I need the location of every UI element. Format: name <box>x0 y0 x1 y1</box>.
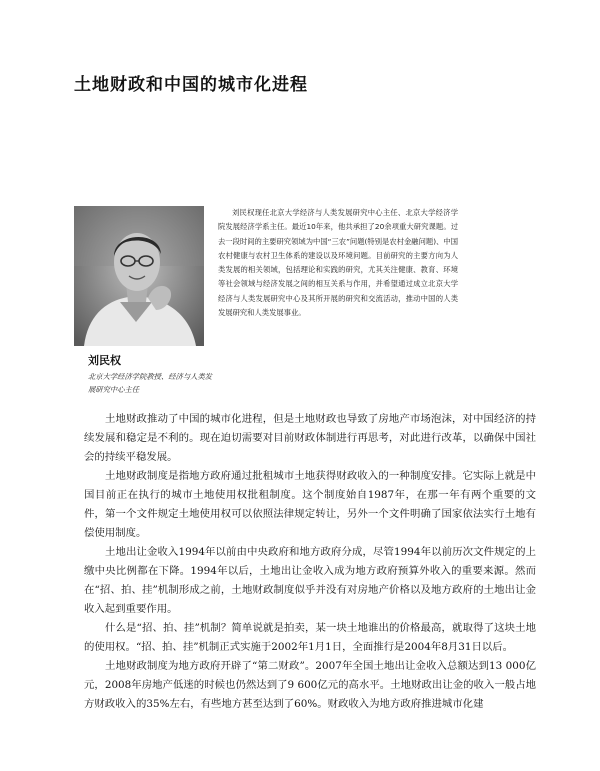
author-portrait-image <box>74 206 204 346</box>
article-body <box>84 410 536 714</box>
author-bio: 刘民权现任北京大学经济与人类发展研究中心主任、北京大学经济学院发展经济学系主任。最近10年来，他共承担了20余项重大研究课题。过去一段时间的主要研究领域为中国“三农”问题(特别是农村金融问题)、中国农村健康与农村卫生体系的建设以及环境问题。目前研究的主要方向为人类发展的相关领域，包括理论和实践的研究，尤其关注健康、教育、环境等社会领域与经济发展之间的相互关系与作用，并希望通过成立北京大学经济与人类发展研究中心及其所开展的研究和交流活动，推动中国的人类发展研究和人类发展事业。 <box>218 208 458 318</box>
body-paragraph: 什么是“招、拍、挂”机制？简单说就是拍卖，某一块土地谁出的价格最高，就取得了这块土地的使用权。“招、拍、挂”机制正式实施于2002年1月1日，全面推行是2004年8月31日以后。 <box>84 622 536 653</box>
body-paragraph: 土地财政制度为地方政府开辟了“第二财政”。2007年全国土地出让金收入总额达到13 000亿元，2008年房地产低迷的时候也仍然达到了9 600亿元的高水平。土地财政出让金的收入一般占地方财政收入的35%左右，有些地方甚至达到了60%。财政收入为地方政府推进城市化建 <box>84 660 536 710</box>
body-paragraph: 土地财政推动了中国的城市化进程，但是土地财政也导致了房地产市场泡沫，对中国经济的持续发展和稳定是不利的。现在迫切需要对目前财政体制进行再思考，对此进行改革，以确保中国社会的持续平稳发展。 <box>84 413 536 463</box>
article-title: 土地财政和中国的城市化进程 <box>74 75 308 95</box>
body-paragraph: 土地出让金收入1994年以前由中央政府和地方政府分成，尽管1994年以前历次文件规定的上缴中央比例都在下降。1994年以后，土地出让金收入成为地方政府预算外收入的重要来源。然而在“招、拍、挂”机制形成之前，土地财政制度似乎并没有对房地产价格以及地方政府的土地出让金收入起到重要作用。 <box>84 546 536 615</box>
author-photo <box>74 206 204 346</box>
body-paragraph: 土地财政制度是指地方政府通过批租城市土地获得财政收入的一种制度安排。它实际上就是中国目前正在执行的城市土地使用权批租制度。这个制度始自1987年，在那一年有两个重要的文件，第一个文件规定土地使用权可以依照法律规定转让，另外一个文件明确了国家依法实行土地有偿使用制度。 <box>84 470 536 539</box>
author-affiliation: 北京大学经济学院教授、经济与人类发展研究中心主任 <box>88 372 213 394</box>
author-name: 刘民权 <box>88 354 121 367</box>
